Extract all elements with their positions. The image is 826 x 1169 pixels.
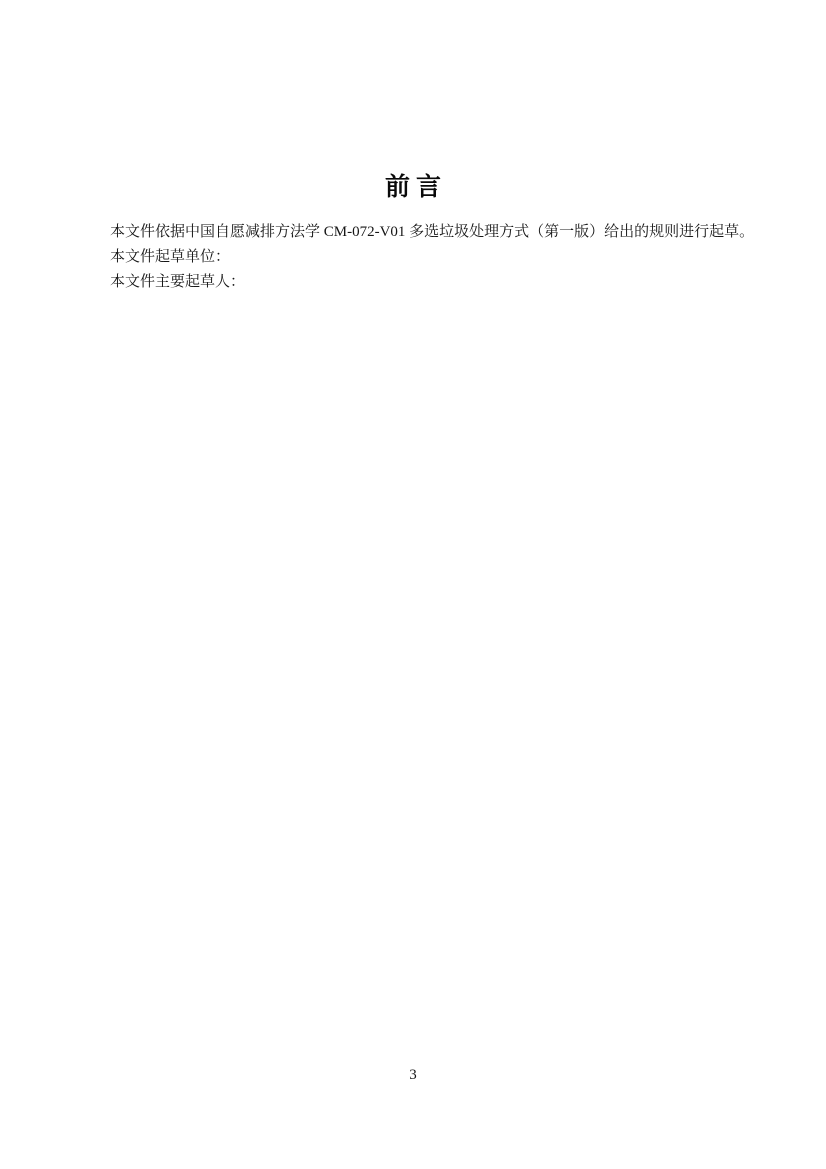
page-title: 前言: [384, 172, 447, 201]
paragraph-drafting-unit: 本文件起草单位：: [110, 249, 231, 265]
paragraph-drafting-basis: 本文件依据中国自愿减排方法学 CM-072-V01 多选垃圾处理方式（第一版）给出的规则进行起草。: [110, 224, 755, 240]
body-text-block: [110, 220, 755, 295]
page-number: 3: [409, 1067, 417, 1083]
paragraph-main-drafters: 本文件主要起草人：: [110, 274, 246, 290]
